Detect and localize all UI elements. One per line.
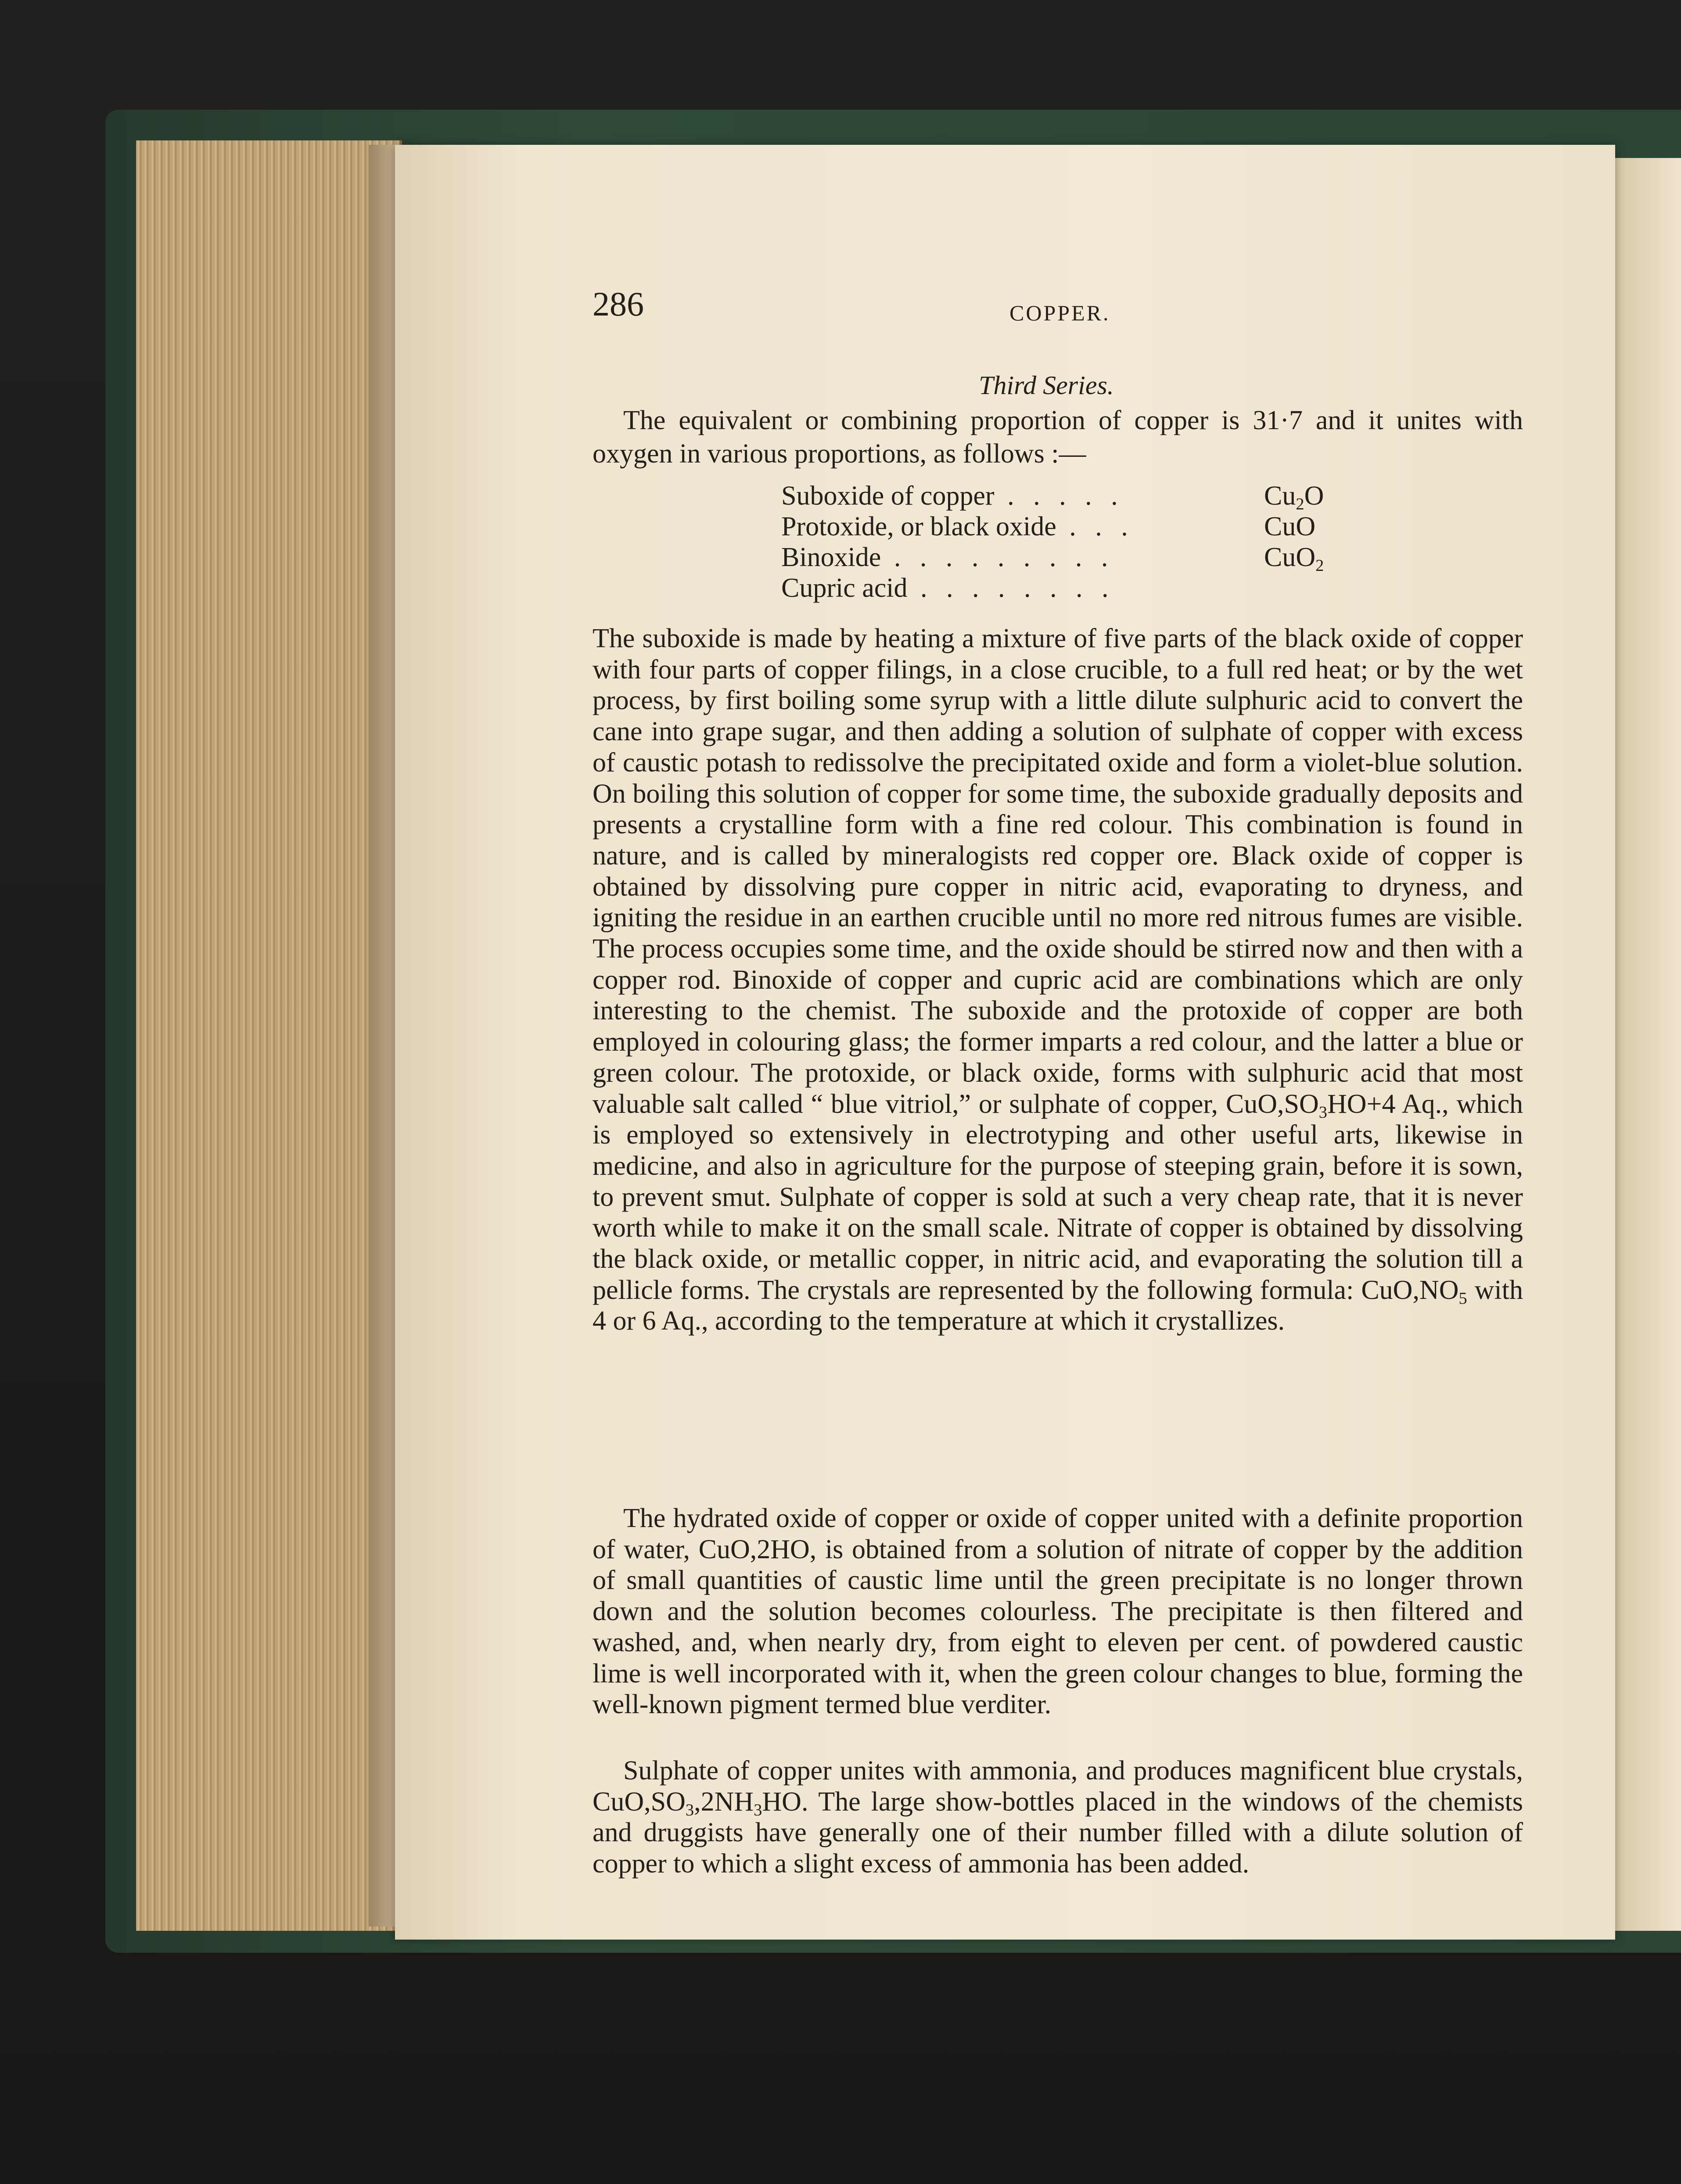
oxide-formula <box>1264 573 1396 603</box>
page-number: 286 <box>593 285 644 323</box>
body-paragraph: Sulphate of copper unites with ammonia, and produces magnificent blue crystals, $CuO,SO_3,2NH_3HO$. The large show-bottles placed in the windows of the chemists and druggists have generally one of their number filled with a dilute solution of copper to which a slight excess of ammonia has been added. <box>593 1756 1523 1879</box>
oxide-list <box>781 481 1396 603</box>
facing-page-edge <box>1615 158 1681 1931</box>
section-title: Third Series. <box>979 371 1114 400</box>
oxide-name: Binoxide <box>781 542 881 572</box>
page-edges <box>136 140 402 1931</box>
oxide-name: Suboxide of copper <box>781 481 995 511</box>
list-item <box>781 542 1396 573</box>
list-item <box>781 481 1396 511</box>
running-head: COPPER. <box>1009 301 1110 325</box>
oxide-formula: CuO <box>1264 512 1316 542</box>
oxide-name: Cupric acid <box>781 573 908 603</box>
dot-leader: . . . . . <box>994 481 1137 511</box>
intro-text: The equivalent or combining proportion of copper is 31·7 and it unites with oxygen in various proportions, as follows :— <box>593 405 1523 469</box>
dot-leader: . . . <box>1056 512 1147 542</box>
dot-leader: . . . . . . . . <box>907 573 1128 603</box>
list-item <box>781 511 1396 542</box>
page-header <box>593 287 1523 331</box>
dot-leader: . . . . . . . . . <box>881 542 1127 572</box>
oxide-formula: $Cu_2O$ <box>1264 481 1324 513</box>
oxide-formula: CuO$_2$ <box>1264 542 1324 575</box>
body-paragraph: The suboxide is made by heating a mixture of five parts of the black oxide of copper with four parts of copper filings, in a close crucible, to a full red heat; or by the wet process, by first boiling some syrup with a little dilute sulphuric acid to convert the cane into grape sugar, and then adding a solution of sulphate of copper with excess of caustic potash to redissolve the precipitated oxide and form a violet-blue solution. On boiling this solution of copper for some time, the suboxide gradually deposits and presents a crystalline form with a fine red colour. This combination is found in nature, and is called by mineralogists red copper ore. Black oxide of copper is obtained by dissolving pure copper in nitric acid, evaporating to dryness, and igniting the residue in an earthen crucible until no more red nitrous fumes are visible. The process occupies some time, and the oxide should be stirred now and then with a copper rod. Binoxide of copper and cupric acid are combinations which are only interesting to the chemist. The suboxide and the protoxide of copper are both employed in colouring glass; the former imparts a red colour, and the latter a blue or green colour. The protoxide, or black oxide, forms with sulphuric acid that most valuable salt called “ blue vitriol,” or sulphate of copper, $CuO,SO_3HO+4$ Aq., which is employed so extensively in electrotyping and other useful arts, likewise in medicine, and also in agriculture for the purpose of steeping grain, before it is sown, to prevent smut. Sulphate of copper is sold at such a very cheap rate, that it is never worth while to make it on the small scale. Nitrate of copper is obtained by dissolving the black oxide, or metallic copper, in nitric acid, and evaporating the solution till a pellicle forms. The crystals are represented by the following formula: $CuO,NO_5$ with 4 or 6 Aq., according to the temperature at which it crystallizes. <box>593 624 1523 1336</box>
body-paragraph: The hydrated oxide of copper or oxide of copper united with a definite proportion of water, CuO,2HO, is obtained from a solution of nitrate of copper by the addition of small quantities of caustic lime until the green precipitate is no longer thrown down and the solution becomes colourless. The precipitate is then filtered and washed, and, when nearly dry, from eight to eleven per cent. of powdered caustic lime is well incorporated with it, when the green colour changes to blue, forming the well-known pigment termed blue verditer. <box>593 1503 1523 1720</box>
list-item <box>781 573 1396 603</box>
intro-paragraph <box>593 404 1523 470</box>
oxide-name: Protoxide, or black oxide <box>781 512 1056 542</box>
